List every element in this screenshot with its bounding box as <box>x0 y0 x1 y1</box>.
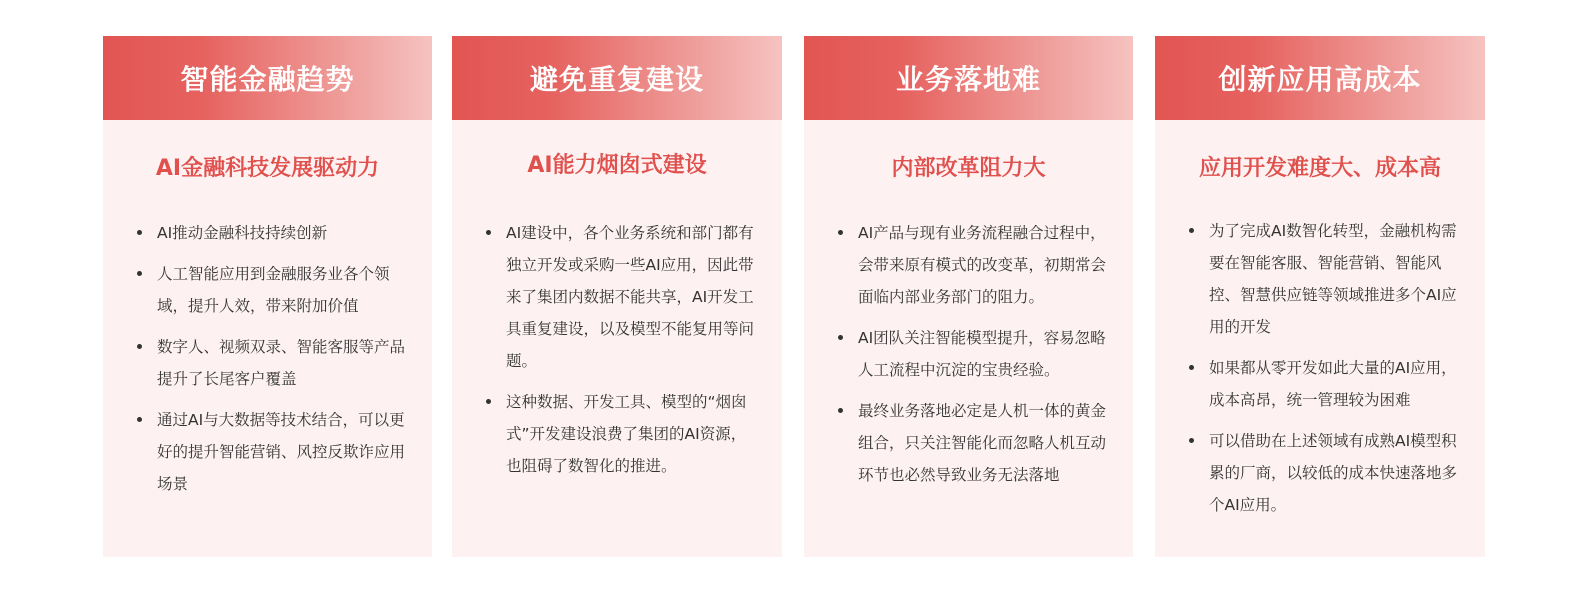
list-item-text: AI团队关注智能模型提升，容易忽略人工流程中沉淀的宝贵经验。 <box>858 329 1106 379</box>
card-bullet-list <box>1189 215 1463 530</box>
list-item <box>1189 425 1463 521</box>
list-item <box>137 404 410 500</box>
card-header <box>804 36 1133 120</box>
card-title: 创新应用高成本 <box>1218 63 1422 96</box>
list-item <box>486 217 760 377</box>
bullet-dot-icon <box>838 230 843 235</box>
list-item-text: AI产品与现有业务流程融合过程中，会带来原有模式的改变革，初期常会面临内部业务部门的阻力。 <box>858 224 1107 306</box>
card-header <box>103 36 432 120</box>
card-bullet-list <box>838 217 1111 500</box>
list-item-text: 数字人、视频双录、智能客服等产品提升了长尾客户覆盖 <box>157 338 406 388</box>
list-item-text: 可以借助在上述领域有成熟AI模型积累的厂商，以较低的成本快速落地多个AI应用。 <box>1209 432 1458 514</box>
list-item-text: 为了完成AI数智化转型，金融机构需要在智能客服、智能营销、智能风控、智慧供应链等领域推进多个AI应用的开发 <box>1209 222 1457 336</box>
card-header <box>452 36 782 120</box>
bullet-dot-icon <box>137 344 142 349</box>
card-title: 智能金融趋势 <box>180 63 355 96</box>
card-business-landing-difficulty <box>804 36 1133 557</box>
list-item <box>838 395 1111 491</box>
bullet-dot-icon <box>137 417 142 422</box>
list-item <box>137 217 410 249</box>
list-item <box>486 386 760 482</box>
bullet-dot-icon <box>838 408 843 413</box>
card-smart-finance-trend <box>103 36 432 557</box>
bullet-dot-icon <box>1189 228 1194 233</box>
card-innovative-app-high-cost <box>1155 36 1485 557</box>
list-item <box>1189 215 1463 343</box>
card-avoid-duplicate-construction <box>452 36 782 557</box>
list-item <box>1189 352 1463 416</box>
bullet-dot-icon <box>838 335 843 340</box>
list-item-text: 通过AI与大数据等技术结合，可以更好的提升智能营销、风控反欺诈应用场景 <box>157 411 406 493</box>
list-item-text: AI建设中，各个业务系统和部门都有独立开发或采购一些AI应用，因此带来了集团内数据不能共享，AI开发工具重复建设，以及模型不能复用等问题。 <box>506 224 755 370</box>
bullet-dot-icon <box>486 399 491 404</box>
card-subtitle: AI能力烟囱式建设 <box>527 153 707 178</box>
card-title: 业务落地难 <box>895 63 1041 96</box>
list-item <box>137 258 410 322</box>
list-item <box>838 217 1111 313</box>
bullet-dot-icon <box>486 230 491 235</box>
card-header <box>1155 36 1485 120</box>
bullet-dot-icon <box>1189 365 1194 370</box>
card-subtitle: 应用开发难度大、成本高 <box>1198 156 1441 181</box>
card-bullet-list <box>486 217 760 491</box>
list-item-text: 如果都从零开发如此大量的AI应用，成本高昂，统一管理较为困难 <box>1209 359 1457 409</box>
bullet-dot-icon <box>137 271 142 276</box>
card-title: 避免重复建设 <box>529 63 704 96</box>
list-item-text: 人工智能应用到金融服务业各个领域，提升人效，带来附加价值 <box>157 265 390 315</box>
bullet-dot-icon <box>137 230 142 235</box>
card-subtitle: 内部改革阻力大 <box>891 156 1046 181</box>
bullet-dot-icon <box>1189 438 1194 443</box>
list-item-text: 这种数据、开发工具、模型的“烟囱式”开发建设浪费了集团的AI资源，也阻碍了数智化的推进。 <box>506 393 747 475</box>
list-item <box>137 331 410 395</box>
list-item <box>838 322 1111 386</box>
card-subtitle: AI金融科技发展驱动力 <box>155 156 380 181</box>
card-bullet-list <box>137 217 410 509</box>
list-item-text: 最终业务落地必定是人机一体的黄金组合，只关注智能化而忽略人机互动环节也必然导致业务无法落地 <box>858 402 1107 484</box>
list-item-text: AI推动金融科技持续创新 <box>157 224 328 242</box>
